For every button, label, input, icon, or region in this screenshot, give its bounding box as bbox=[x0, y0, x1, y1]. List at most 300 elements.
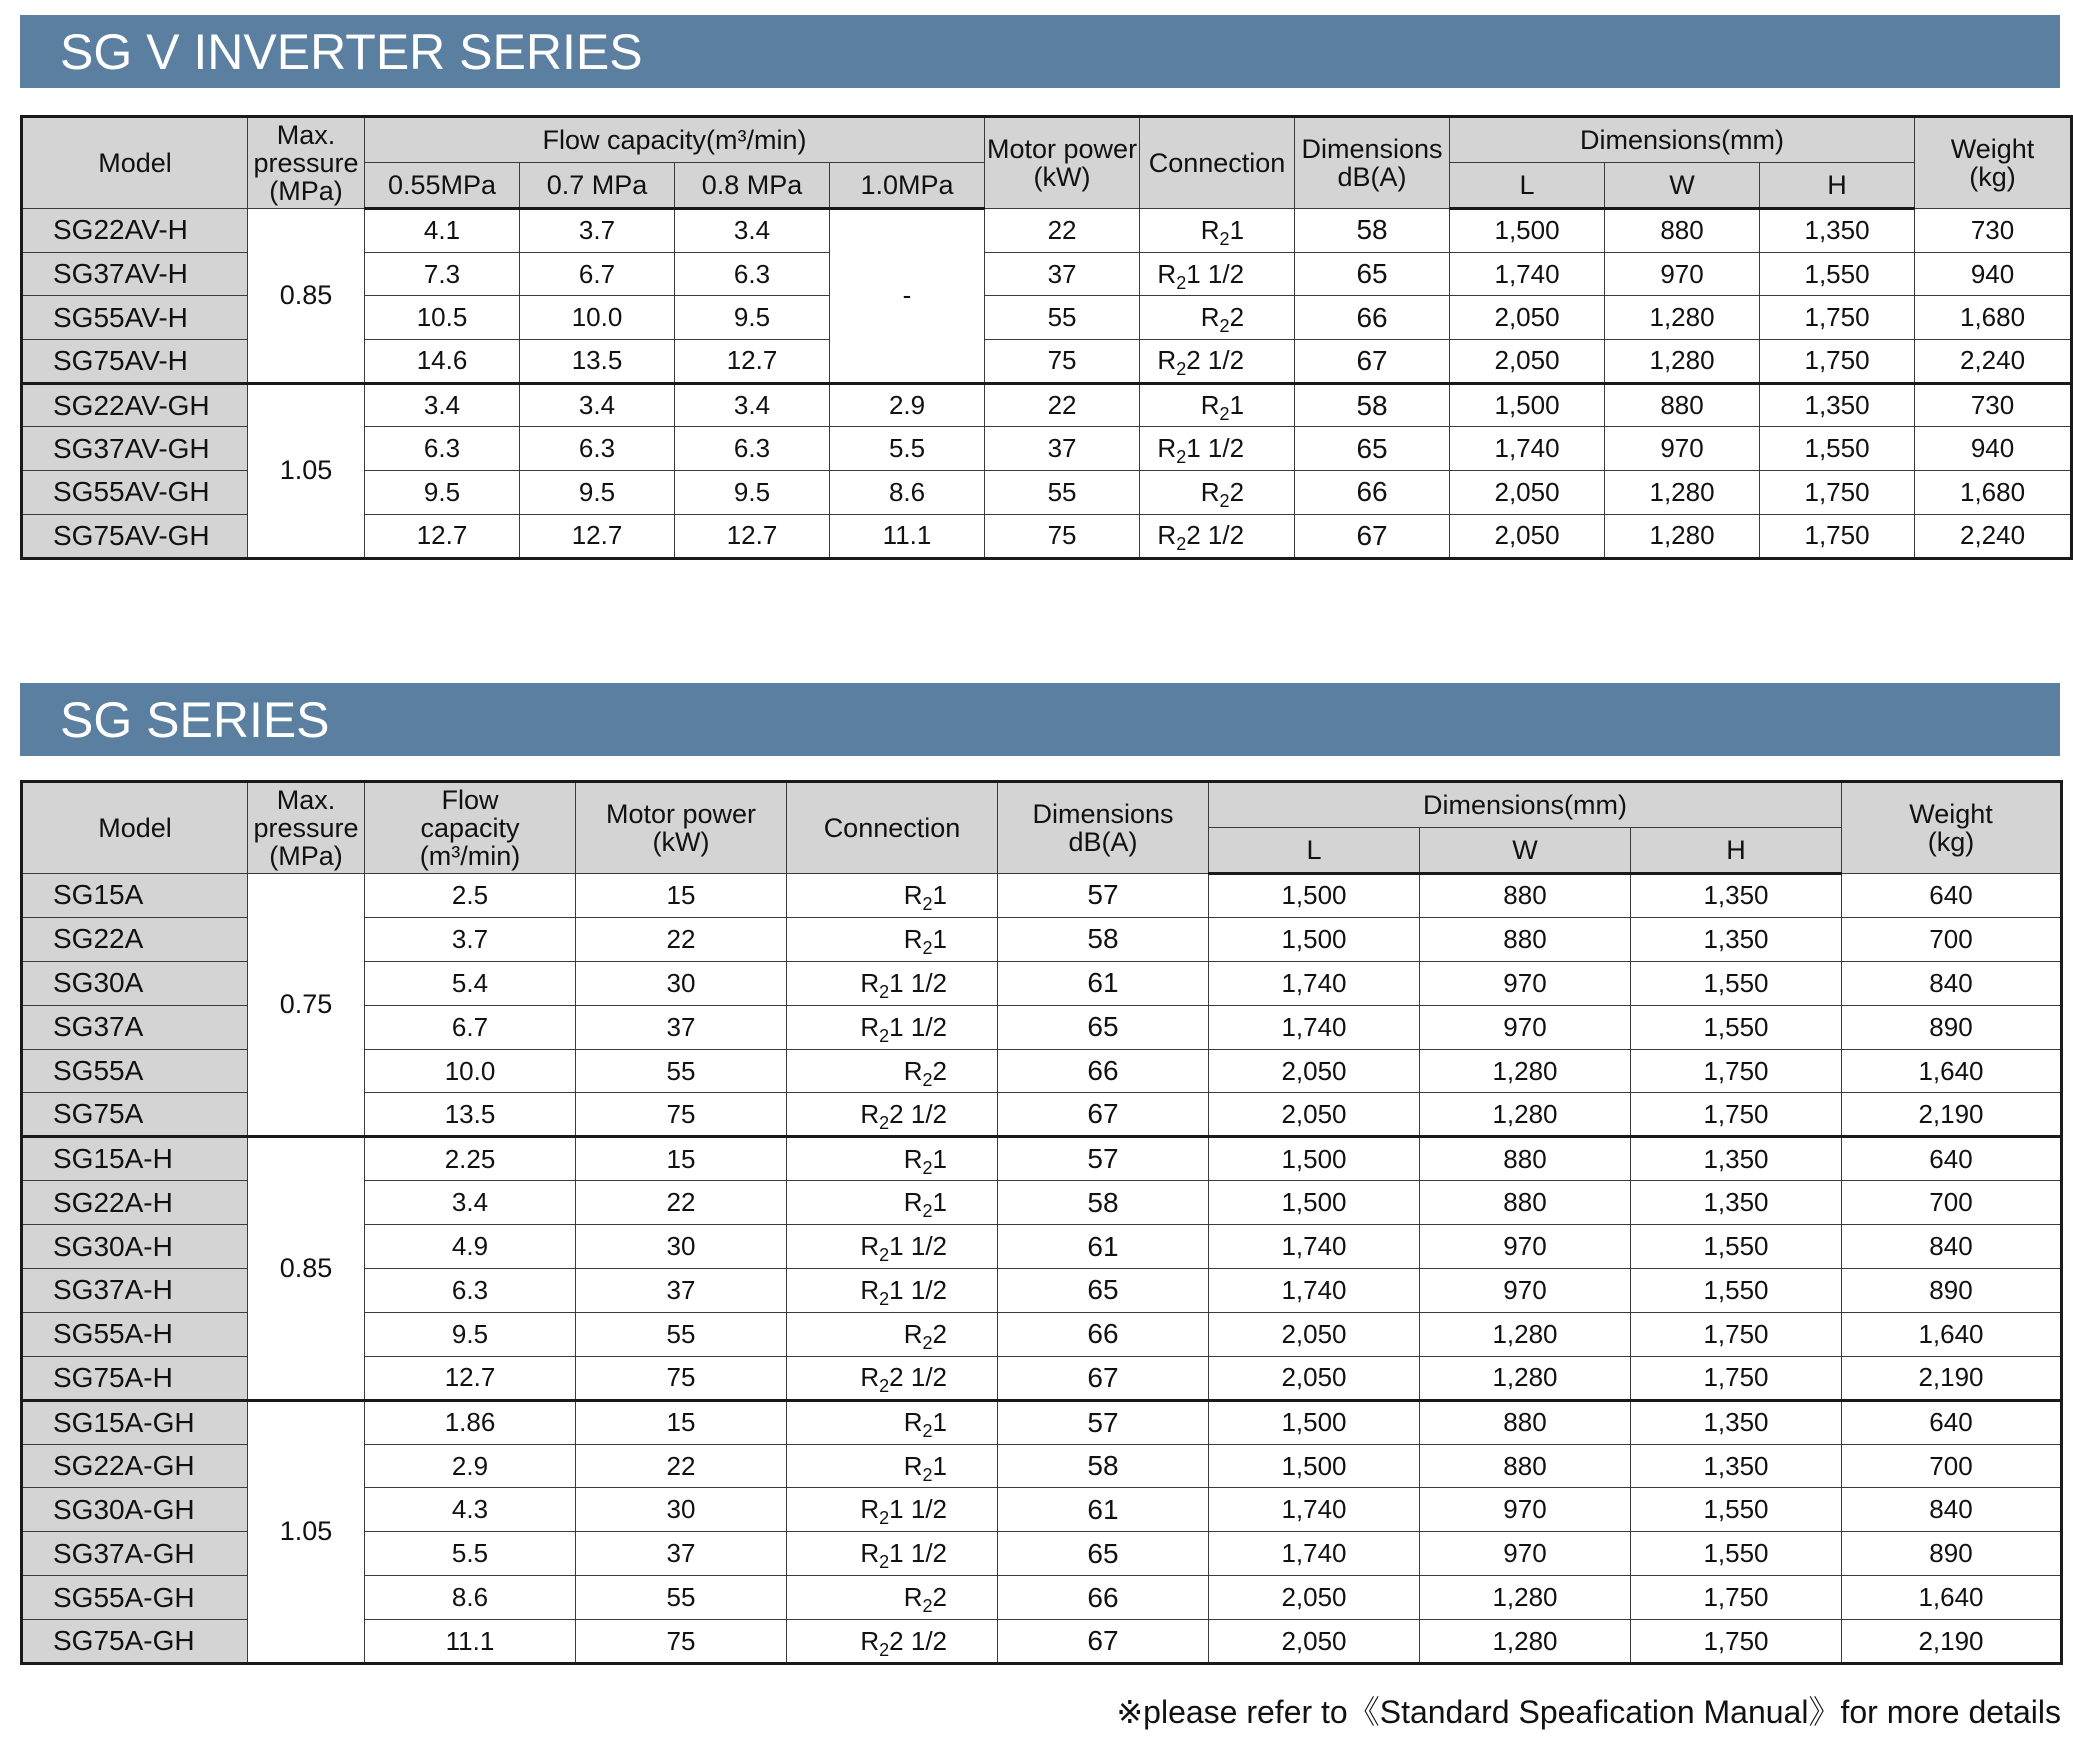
header-flow-10: 1.0MPa bbox=[830, 163, 985, 209]
dim-h-cell: 1,550 bbox=[1631, 1488, 1842, 1532]
flow-cell: 5.5 bbox=[365, 1532, 576, 1576]
model-cell: SG22AV-GH bbox=[22, 383, 248, 427]
dim-l-cell: 2,050 bbox=[1450, 471, 1605, 515]
model-cell: SG75A-GH bbox=[22, 1620, 248, 1664]
connection-prefix: R bbox=[1157, 345, 1177, 376]
connection-prefix: R bbox=[903, 1582, 923, 1613]
connection-prefix: R bbox=[860, 967, 880, 998]
header-flow-capacity-line: (m³/min) bbox=[419, 841, 521, 871]
flow-cell: 6.7 bbox=[365, 1005, 576, 1049]
connection-cell bbox=[1140, 514, 1295, 558]
weight-cell: 1,640 bbox=[1842, 1312, 2062, 1356]
dim-w-cell: 880 bbox=[1420, 1181, 1631, 1225]
model-cell: SG55A bbox=[22, 1049, 248, 1093]
connection-cell bbox=[787, 917, 998, 961]
connection-prefix: R bbox=[903, 1450, 923, 1481]
dim-l-cell: 2,050 bbox=[1209, 1356, 1420, 1400]
connection-subscript: 2 bbox=[879, 1376, 890, 1397]
motor-power-cell: 75 bbox=[985, 340, 1140, 384]
dim-l-cell: 1,740 bbox=[1209, 1269, 1420, 1313]
header-flow-07: 0.7 MPa bbox=[520, 163, 675, 209]
model-cell: SG37AV-H bbox=[22, 252, 248, 296]
flow-cell: 3.7 bbox=[520, 209, 675, 253]
header-max-pressure bbox=[248, 117, 365, 209]
connection-cell bbox=[1140, 471, 1295, 515]
header-max-pressure-line: pressure bbox=[253, 813, 359, 843]
model-cell: SG37A-GH bbox=[22, 1532, 248, 1576]
connection-subscript: 2 bbox=[879, 1025, 890, 1046]
dim-l-cell: 1,740 bbox=[1209, 961, 1420, 1005]
header-dim-h: H bbox=[1631, 828, 1842, 874]
connection-size: 2 bbox=[932, 1582, 947, 1613]
motor-power-cell: 37 bbox=[576, 1269, 787, 1313]
flow-cell: 2.9 bbox=[365, 1444, 576, 1488]
weight-cell: 2,190 bbox=[1842, 1093, 2062, 1137]
model-cell: SG30A-GH bbox=[22, 1488, 248, 1532]
dim-w-cell: 1,280 bbox=[1420, 1620, 1631, 1664]
flow-cell: 12.7 bbox=[675, 340, 830, 384]
dim-l-cell: 2,050 bbox=[1450, 296, 1605, 340]
noise-cell: 66 bbox=[1295, 471, 1450, 515]
flow-cell: 4.3 bbox=[365, 1488, 576, 1532]
dim-l-cell: 1,500 bbox=[1450, 209, 1605, 253]
dim-w-cell: 970 bbox=[1605, 427, 1760, 471]
dim-l-cell: 1,500 bbox=[1450, 383, 1605, 427]
connection-subscript: 2 bbox=[922, 1333, 933, 1354]
flow-cell: 9.5 bbox=[675, 471, 830, 515]
connection-subscript: 2 bbox=[1176, 534, 1187, 555]
noise-cell: 58 bbox=[1295, 383, 1450, 427]
dim-w-cell: 970 bbox=[1420, 961, 1631, 1005]
connection-subscript: 2 bbox=[879, 1639, 890, 1660]
dim-l-cell: 1,500 bbox=[1209, 1444, 1420, 1488]
connection-subscript: 2 bbox=[1219, 491, 1230, 512]
table-row bbox=[22, 874, 2062, 918]
connection-subscript: 2 bbox=[879, 1552, 890, 1573]
weight-cell: 2,240 bbox=[1915, 514, 2072, 558]
flow-cell: 12.7 bbox=[365, 514, 520, 558]
connection-subscript: 2 bbox=[922, 1069, 933, 1090]
connection-size: 1 bbox=[1229, 214, 1245, 245]
header-max-pressure-line: pressure bbox=[253, 148, 359, 178]
dim-w-cell: 880 bbox=[1420, 917, 1631, 961]
header-max-pressure-line: (MPa) bbox=[269, 841, 343, 871]
dim-l-cell: 2,050 bbox=[1450, 340, 1605, 384]
flow-cell: 12.7 bbox=[365, 1356, 576, 1400]
weight-cell: 940 bbox=[1915, 427, 2072, 471]
flow-cell: 3.4 bbox=[675, 209, 830, 253]
header-noise-line: Dimensions bbox=[1301, 134, 1443, 164]
header-dim-w: W bbox=[1605, 163, 1760, 209]
model-cell: SG15A bbox=[22, 874, 248, 918]
motor-power-cell: 37 bbox=[985, 427, 1140, 471]
weight-cell: 1,640 bbox=[1842, 1049, 2062, 1093]
connection-prefix: R bbox=[903, 1055, 923, 1086]
model-cell: SG37A bbox=[22, 1005, 248, 1049]
header-noise-line: Dimensions bbox=[1032, 799, 1174, 829]
header-flow-055: 0.55MPa bbox=[365, 163, 520, 209]
header-flow-capacity-line: capacity bbox=[420, 813, 520, 843]
model-cell: SG15A-GH bbox=[22, 1400, 248, 1444]
model-cell: SG55A-H bbox=[22, 1312, 248, 1356]
connection-subscript: 2 bbox=[1219, 316, 1230, 337]
dim-h-cell: 1,350 bbox=[1631, 1181, 1842, 1225]
connection-cell bbox=[1140, 296, 1295, 340]
weight-cell: 640 bbox=[1842, 874, 2062, 918]
header-motor-power bbox=[576, 782, 787, 874]
connection-size: 1 1/2 bbox=[889, 1494, 947, 1525]
flow-cell: 13.5 bbox=[365, 1093, 576, 1137]
connection-size: 1 1/2 bbox=[1186, 258, 1245, 289]
dim-w-cell: 970 bbox=[1420, 1269, 1631, 1313]
model-cell: SG75A bbox=[22, 1093, 248, 1137]
header-dim-h: H bbox=[1760, 163, 1915, 209]
connection-size: 1 bbox=[932, 1407, 947, 1438]
flow-cell: 7.3 bbox=[365, 252, 520, 296]
model-cell: SG22AV-H bbox=[22, 209, 248, 253]
dim-l-cell: 1,500 bbox=[1209, 1400, 1420, 1444]
section-title-sg: SG SERIES bbox=[20, 683, 2060, 756]
connection-prefix: R bbox=[903, 1318, 923, 1349]
connection-size: 1 1/2 bbox=[889, 1231, 947, 1262]
connection-prefix: R bbox=[860, 1011, 880, 1042]
header-model: Model bbox=[22, 117, 248, 209]
footnote: ※please refer to《Standard Speafication Manual》for more details bbox=[1116, 1694, 2061, 1730]
flow-cell: 9.5 bbox=[365, 471, 520, 515]
table-row bbox=[22, 1137, 2062, 1181]
noise-cell: 65 bbox=[1295, 252, 1450, 296]
motor-power-cell: 30 bbox=[576, 1225, 787, 1269]
header-flow-capacity bbox=[365, 782, 576, 874]
flow-cell: 6.3 bbox=[675, 427, 830, 471]
connection-prefix: R bbox=[860, 1625, 880, 1656]
flow-cell: 3.4 bbox=[365, 383, 520, 427]
dim-w-cell: 970 bbox=[1420, 1225, 1631, 1269]
connection-prefix: R bbox=[860, 1231, 880, 1262]
noise-cell: 65 bbox=[998, 1005, 1209, 1049]
noise-cell: 67 bbox=[998, 1356, 1209, 1400]
connection-cell bbox=[787, 1269, 998, 1313]
header-motor-power-line: Motor power bbox=[987, 134, 1138, 164]
weight-cell: 840 bbox=[1842, 1225, 2062, 1269]
connection-cell bbox=[787, 1005, 998, 1049]
inverter-series-table bbox=[20, 115, 2073, 560]
connection-size: 1 1/2 bbox=[889, 1538, 947, 1569]
flow-cell: 2.9 bbox=[830, 383, 985, 427]
header-weight-line: (kg) bbox=[1927, 827, 1975, 857]
connection-cell bbox=[787, 874, 998, 918]
header-flow-capacity-line: Flow bbox=[441, 785, 499, 815]
connection-subscript: 2 bbox=[879, 1508, 890, 1529]
connection-subscript: 2 bbox=[1176, 272, 1187, 293]
dim-w-cell: 880 bbox=[1420, 874, 1631, 918]
motor-power-cell: 55 bbox=[576, 1049, 787, 1093]
dim-l-cell: 2,050 bbox=[1209, 1620, 1420, 1664]
dim-l-cell: 1,500 bbox=[1209, 1181, 1420, 1225]
connection-size: 2 bbox=[932, 1318, 947, 1349]
connection-size: 1 1/2 bbox=[1186, 433, 1245, 464]
model-cell: SG22A-GH bbox=[22, 1444, 248, 1488]
weight-cell: 2,190 bbox=[1842, 1356, 2062, 1400]
connection-prefix: R bbox=[1157, 520, 1177, 551]
connection-size: 1 1/2 bbox=[889, 1274, 947, 1305]
flow-cell: 3.4 bbox=[675, 383, 830, 427]
flow-merged-cell: - bbox=[830, 209, 985, 384]
header-max-pressure-line: (MPa) bbox=[269, 176, 343, 206]
connection-prefix: R bbox=[1200, 476, 1220, 507]
noise-cell: 66 bbox=[1295, 296, 1450, 340]
dim-l-cell: 1,740 bbox=[1209, 1005, 1420, 1049]
dim-h-cell: 1,350 bbox=[1631, 874, 1842, 918]
connection-size: 2 1/2 bbox=[889, 1625, 947, 1656]
flow-cell: 8.6 bbox=[830, 471, 985, 515]
connection-subscript: 2 bbox=[1176, 359, 1187, 380]
connection-prefix: R bbox=[860, 1494, 880, 1525]
flow-cell: 11.1 bbox=[830, 514, 985, 558]
dim-w-cell: 1,280 bbox=[1605, 296, 1760, 340]
table-row bbox=[22, 1400, 2062, 1444]
connection-cell bbox=[787, 1488, 998, 1532]
header-dim-l: L bbox=[1209, 828, 1420, 874]
weight-cell: 640 bbox=[1842, 1137, 2062, 1181]
connection-subscript: 2 bbox=[879, 1289, 890, 1310]
connection-prefix: R bbox=[903, 1407, 923, 1438]
noise-cell: 58 bbox=[998, 917, 1209, 961]
connection-cell bbox=[787, 1181, 998, 1225]
dim-w-cell: 970 bbox=[1605, 252, 1760, 296]
motor-power-cell: 15 bbox=[576, 1400, 787, 1444]
motor-power-cell: 55 bbox=[985, 296, 1140, 340]
dim-h-cell: 1,750 bbox=[1631, 1620, 1842, 1664]
header-weight bbox=[1915, 117, 2072, 209]
dim-h-cell: 1,550 bbox=[1760, 427, 1915, 471]
connection-prefix: R bbox=[1157, 433, 1177, 464]
dim-h-cell: 1,350 bbox=[1631, 1444, 1842, 1488]
weight-cell: 640 bbox=[1842, 1400, 2062, 1444]
noise-cell: 57 bbox=[998, 874, 1209, 918]
noise-cell: 58 bbox=[998, 1181, 1209, 1225]
motor-power-cell: 55 bbox=[576, 1576, 787, 1620]
connection-prefix: R bbox=[903, 1187, 923, 1218]
connection-size: 2 1/2 bbox=[889, 1362, 947, 1393]
dim-l-cell: 1,500 bbox=[1209, 874, 1420, 918]
flow-cell: 5.4 bbox=[365, 961, 576, 1005]
connection-size: 1 1/2 bbox=[889, 1011, 947, 1042]
flow-cell: 8.6 bbox=[365, 1576, 576, 1620]
dim-w-cell: 1,280 bbox=[1605, 514, 1760, 558]
table-row bbox=[22, 383, 2072, 427]
dim-h-cell: 1,350 bbox=[1631, 1400, 1842, 1444]
connection-size: 2 bbox=[1229, 476, 1245, 507]
header-dimensions: Dimensions(mm) bbox=[1450, 117, 1915, 163]
connection-size: 2 bbox=[1229, 302, 1245, 333]
connection-cell bbox=[787, 1137, 998, 1181]
dim-w-cell: 1,280 bbox=[1420, 1576, 1631, 1620]
flow-cell: 10.0 bbox=[365, 1049, 576, 1093]
connection-cell bbox=[1140, 340, 1295, 384]
flow-cell: 9.5 bbox=[675, 296, 830, 340]
connection-prefix: R bbox=[1157, 258, 1177, 289]
dim-l-cell: 1,740 bbox=[1450, 427, 1605, 471]
dim-h-cell: 1,750 bbox=[1631, 1576, 1842, 1620]
dim-l-cell: 2,050 bbox=[1450, 514, 1605, 558]
connection-cell bbox=[787, 1532, 998, 1576]
noise-cell: 57 bbox=[998, 1137, 1209, 1181]
flow-cell: 6.3 bbox=[365, 1269, 576, 1313]
connection-cell bbox=[787, 961, 998, 1005]
connection-cell bbox=[787, 1400, 998, 1444]
motor-power-cell: 22 bbox=[576, 1181, 787, 1225]
noise-cell: 57 bbox=[998, 1400, 1209, 1444]
dim-h-cell: 1,550 bbox=[1631, 1225, 1842, 1269]
flow-cell: 3.7 bbox=[365, 917, 576, 961]
model-cell: SG75A-H bbox=[22, 1356, 248, 1400]
dim-w-cell: 880 bbox=[1420, 1444, 1631, 1488]
header-model: Model bbox=[22, 782, 248, 874]
dim-l-cell: 1,740 bbox=[1209, 1488, 1420, 1532]
connection-size: 1 bbox=[932, 1450, 947, 1481]
noise-cell: 65 bbox=[998, 1532, 1209, 1576]
weight-cell: 1,640 bbox=[1842, 1576, 2062, 1620]
weight-cell: 700 bbox=[1842, 1444, 2062, 1488]
dim-h-cell: 1,550 bbox=[1631, 1005, 1842, 1049]
sg-series-table bbox=[20, 780, 2063, 1665]
dim-w-cell: 1,280 bbox=[1420, 1049, 1631, 1093]
dim-h-cell: 1,550 bbox=[1631, 961, 1842, 1005]
header-motor-power bbox=[985, 117, 1140, 209]
dim-w-cell: 970 bbox=[1420, 1005, 1631, 1049]
weight-cell: 1,680 bbox=[1915, 296, 2072, 340]
model-cell: SG55AV-GH bbox=[22, 471, 248, 515]
header-dimensions: Dimensions(mm) bbox=[1209, 782, 1842, 828]
dim-h-cell: 1,550 bbox=[1631, 1269, 1842, 1313]
flow-cell: 14.6 bbox=[365, 340, 520, 384]
dim-w-cell: 1,280 bbox=[1420, 1356, 1631, 1400]
dim-l-cell: 2,050 bbox=[1209, 1312, 1420, 1356]
connection-subscript: 2 bbox=[1219, 404, 1230, 425]
header-noise-line: dB(A) bbox=[1068, 827, 1138, 857]
flow-cell: 9.5 bbox=[365, 1312, 576, 1356]
model-cell: SG22A-H bbox=[22, 1181, 248, 1225]
dim-l-cell: 2,050 bbox=[1209, 1093, 1420, 1137]
connection-subscript: 2 bbox=[879, 1113, 890, 1134]
connection-subscript: 2 bbox=[922, 1596, 933, 1617]
connection-subscript: 2 bbox=[922, 1421, 933, 1442]
model-cell: SG22A bbox=[22, 917, 248, 961]
section-title-inverter: SG V INVERTER SERIES bbox=[20, 15, 2060, 88]
dim-h-cell: 1,750 bbox=[1760, 340, 1915, 384]
table-row bbox=[22, 209, 2072, 253]
connection-prefix: R bbox=[903, 879, 923, 910]
flow-cell: 4.1 bbox=[365, 209, 520, 253]
dim-l-cell: 1,740 bbox=[1450, 252, 1605, 296]
pressure-cell: 1.05 bbox=[248, 1400, 365, 1663]
flow-cell: 1.86 bbox=[365, 1400, 576, 1444]
motor-power-cell: 22 bbox=[576, 1444, 787, 1488]
connection-cell bbox=[787, 1093, 998, 1137]
weight-cell: 730 bbox=[1915, 383, 2072, 427]
weight-cell: 840 bbox=[1842, 1488, 2062, 1532]
header-dim-w: W bbox=[1420, 828, 1631, 874]
connection-size: 2 1/2 bbox=[1186, 345, 1245, 376]
connection-cell bbox=[1140, 427, 1295, 471]
connection-size: 1 bbox=[1229, 390, 1245, 421]
header-weight-line: Weight bbox=[1950, 134, 2035, 164]
connection-size: 1 1/2 bbox=[889, 967, 947, 998]
connection-prefix: R bbox=[860, 1098, 880, 1129]
noise-cell: 61 bbox=[998, 1225, 1209, 1269]
header-max-pressure-line: Max. bbox=[276, 785, 336, 815]
dim-h-cell: 1,350 bbox=[1760, 209, 1915, 253]
header-flow-08: 0.8 MPa bbox=[675, 163, 830, 209]
flow-cell: 6.7 bbox=[520, 252, 675, 296]
header-connection: Connection bbox=[787, 782, 998, 874]
connection-prefix: R bbox=[860, 1362, 880, 1393]
connection-size: 1 bbox=[932, 923, 947, 954]
connection-subscript: 2 bbox=[922, 938, 933, 959]
dim-w-cell: 1,280 bbox=[1420, 1093, 1631, 1137]
header-weight-line: (kg) bbox=[1969, 162, 2016, 192]
flow-cell: 9.5 bbox=[520, 471, 675, 515]
weight-cell: 890 bbox=[1842, 1532, 2062, 1576]
dim-w-cell: 1,280 bbox=[1605, 340, 1760, 384]
dim-h-cell: 1,750 bbox=[1631, 1049, 1842, 1093]
connection-size: 1 bbox=[932, 1143, 947, 1174]
connection-cell bbox=[1140, 209, 1295, 253]
flow-cell: 10.0 bbox=[520, 296, 675, 340]
header-noise bbox=[998, 782, 1209, 874]
motor-power-cell: 37 bbox=[985, 252, 1140, 296]
motor-power-cell: 15 bbox=[576, 874, 787, 918]
dim-l-cell: 1,500 bbox=[1209, 917, 1420, 961]
header-weight-line: Weight bbox=[1909, 799, 1993, 829]
dim-h-cell: 1,350 bbox=[1760, 383, 1915, 427]
noise-cell: 65 bbox=[1295, 427, 1450, 471]
model-cell: SG55AV-H bbox=[22, 296, 248, 340]
flow-cell: 6.3 bbox=[520, 427, 675, 471]
dim-w-cell: 880 bbox=[1420, 1137, 1631, 1181]
motor-power-cell: 55 bbox=[576, 1312, 787, 1356]
header-motor-power-line: (kW) bbox=[652, 827, 710, 857]
weight-cell: 890 bbox=[1842, 1269, 2062, 1313]
connection-subscript: 2 bbox=[879, 981, 890, 1002]
noise-cell: 66 bbox=[998, 1049, 1209, 1093]
connection-cell bbox=[787, 1620, 998, 1664]
dim-w-cell: 1,280 bbox=[1420, 1312, 1631, 1356]
flow-cell: 2.25 bbox=[365, 1137, 576, 1181]
connection-subscript: 2 bbox=[922, 1157, 933, 1178]
weight-cell: 2,240 bbox=[1915, 340, 2072, 384]
dim-w-cell: 970 bbox=[1420, 1488, 1631, 1532]
dim-h-cell: 1,750 bbox=[1760, 514, 1915, 558]
dim-l-cell: 2,050 bbox=[1209, 1576, 1420, 1620]
noise-cell: 65 bbox=[998, 1269, 1209, 1313]
flow-cell: 6.3 bbox=[365, 427, 520, 471]
motor-power-cell: 30 bbox=[576, 961, 787, 1005]
header-motor-power-line: (kW) bbox=[1033, 162, 1091, 192]
weight-cell: 840 bbox=[1842, 961, 2062, 1005]
header-noise bbox=[1295, 117, 1450, 209]
header-motor-power-line: Motor power bbox=[605, 799, 757, 829]
motor-power-cell: 15 bbox=[576, 1137, 787, 1181]
connection-cell bbox=[787, 1444, 998, 1488]
model-cell: SG30A bbox=[22, 961, 248, 1005]
flow-cell: 10.5 bbox=[365, 296, 520, 340]
dim-l-cell: 1,740 bbox=[1209, 1225, 1420, 1269]
connection-subscript: 2 bbox=[922, 1201, 933, 1222]
connection-prefix: R bbox=[860, 1538, 880, 1569]
header-weight bbox=[1842, 782, 2062, 874]
